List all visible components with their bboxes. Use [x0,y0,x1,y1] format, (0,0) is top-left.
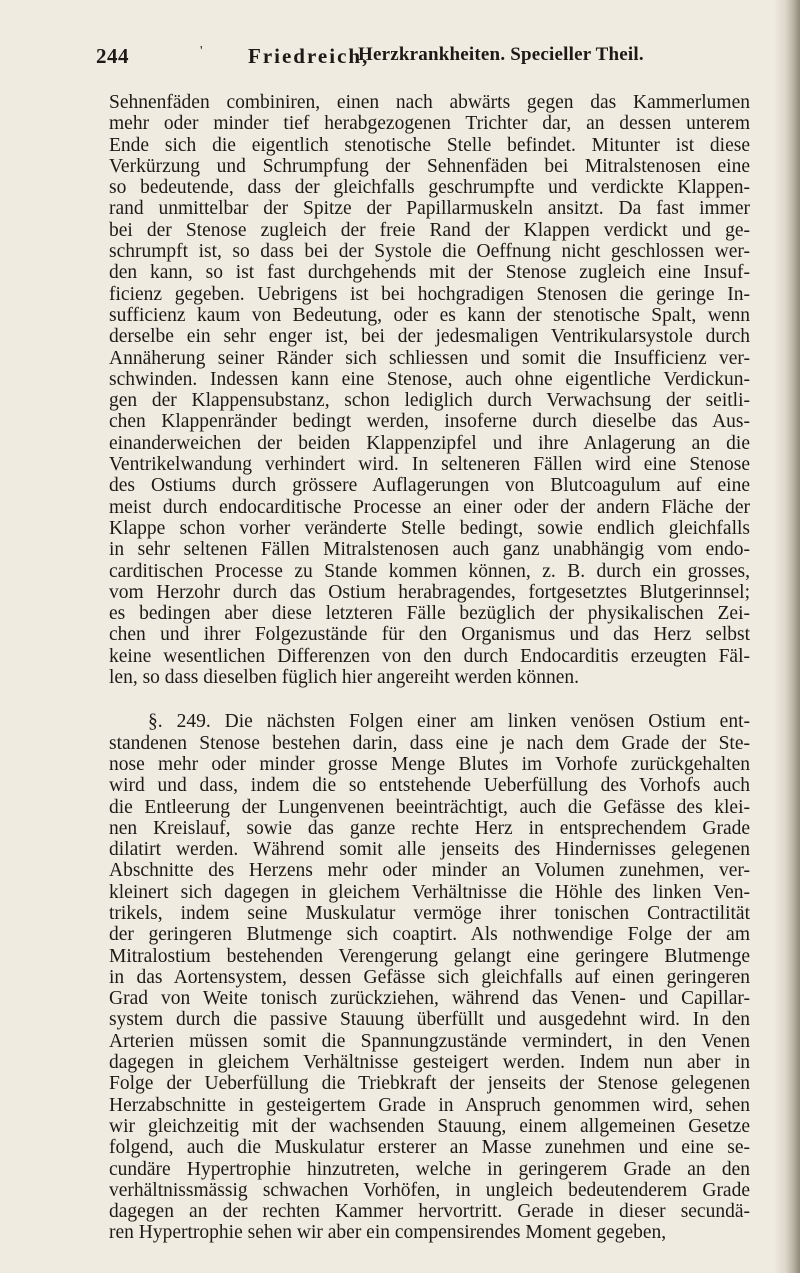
text-line: vom Herzohr durch das Ostium herabragendes, fortgesetztes Blutgerinnsel; [109,581,750,603]
text-line: den kann, so ist fast durchgehends mit der Stenose zugleich eine Insuf- [109,262,750,284]
text-line: dagegen an der rechten Kammer hervortritt. Gerade in dieser secundä- [109,1201,750,1223]
text-line: Arterien müssen somit die Spannungzustände vermindert, in den Venen [109,1030,750,1052]
text-line: Verkürzung und Schrumpfung der Sehnenfäden bei Mitralstenosen eine [109,155,750,177]
text-line: die Entleerung der Lungenvenen beeinträchtigt, auch die Gefässe des klei- [109,796,750,818]
text-line: nen Kreislauf, sowie das ganze rechte Herz in entsprechendem Grade [109,817,750,839]
text-line: wir gleichzeitig mit der wachsenden Stauung, einem allgemeinen Gesetze [109,1115,750,1137]
text-line: wird und dass, indem die so entstehende Ueberfüllung des Vorhofs auch [109,775,750,797]
text-line: Herzabschnitte in gesteigertem Grade in Anspruch genommen wird, sehen [109,1094,750,1116]
paragraph-2-section-249 [109,711,750,1243]
text-line: folgend, auch die Muskulatur ersterer an Masse zunehmen und eine se- [109,1137,750,1159]
text-line: trikels, indem seine Muskulatur vermöge ihrer tonischen Contractilität [109,902,750,924]
text-line: dagegen in gleichem Verhältnisse gesteigert werden. Indem nun aber in [109,1052,750,1074]
text-line: ren Hypertrophie sehen wir aber ein compensirendes Moment gegeben, [109,1222,667,1244]
header-mark: ' [200,44,203,59]
text-line: chen und ihrer Folgezustände für den Organismus und das Herz selbst [109,624,750,646]
text-line: derselbe ein sehr enger ist, bei der jedesmaligen Ventrikularsystole durch [109,326,750,348]
text-line: §. 249. Die nächsten Folgen einer am linken venösen Ostium ent- [148,711,750,733]
text-line: in sehr seltenen Fällen Mitralstenosen auch ganz unabhängig vom endo- [109,539,750,561]
text-line: des Ostiums durch grössere Auflagerungen von Blutcoagulum auf eine [109,475,750,497]
text-line: keine wesentlichen Differenzen von den durch Endocarditis erzeugten Fäl- [109,645,750,667]
text-line: Ventrikelwandung verhindert wird. In selteneren Fällen wird eine Stenose [109,454,750,476]
text-line: chen Klappenränder bedingt werden, insoferne durch dieselbe das Aus- [109,411,750,433]
text-line: standenen Stenose bestehen darin, dass eine je nach dem Grade der Ste- [109,732,750,754]
text-line: meist durch endocarditische Processe an einer oder der andern Fläche der [109,496,750,518]
page-number: 244 [96,44,129,68]
text-line: dilatirt werden. Während somit alle jenseits des Hindernisses gelegenen [109,839,750,861]
text-line: so bedeutende, dass der gleichfalls geschrumpfte und verdickte Klappen- [109,177,750,199]
text-line: mehr oder minder tief herabgezogenen Trichter dar, an dessen unterem [109,113,750,135]
text-line: Abschnitte des Herzens mehr oder minder an Volumen zunehmen, ver- [109,860,750,882]
text-line: Klappe schon vorher veränderte Stelle bedingt, sowie endlich gleichfalls [109,517,750,539]
page-edge-shadow [774,0,800,1273]
text-line: einanderweichen der beiden Klappenzipfel und ihre Anlagerung an die [109,432,750,454]
paragraph-1 [109,92,750,688]
text-line: schrumpft ist, so dass bei der Systole die Oeffnung nicht geschlossen wer- [109,241,750,263]
text-line: Ende sich die eigentlich stenotische Stelle befindet. Mitunter ist diese [109,134,750,156]
text-line: kleinert sich dagegen in gleichem Verhältnisse die Höhle des linken Ven- [109,881,750,903]
text-line: rand unmittelbar der Spitze der Papillarmuskeln ansitzt. Da fast immer [109,198,750,220]
text-line: sufficienz kaum von Bedeutung, oder es kann der stenotische Spalt, wenn [109,304,750,326]
text-line: carditischen Processe zu Stande kommen können, z. B. durch ein grosses, [109,560,750,582]
text-line: verhältnissmässig schwachen Vorhöfen, in ungleich bedeutenderem Grade [109,1179,750,1201]
text-line: gen der Klappensubstanz, schon lediglich durch Verwachsung der seitli- [109,390,750,412]
text-line: ficienz gegeben. Uebrigens ist bei hochgradigen Stenosen die geringe In- [109,283,750,305]
text-line: in das Aortensystem, dessen Gefässe sich gleichfalls auf einen geringeren [109,966,750,988]
text-line: system durch die passive Stauung überfüllt und ausgedehnt wird. In den [109,1009,750,1031]
text-line: len, so dass dieselben füglich hier angereiht werden können. [109,667,580,689]
text-line: Sehnenfäden combiniren, einen nach abwärts gegen das Kammerlumen [109,92,750,113]
text-line: der geringeren Blutmenge sich coaptirt. Als nothwendige Folge der am [109,924,750,946]
header-author: Friedreich, [248,44,370,68]
header-title: Herzkrankheiten. Specieller Theil. [358,44,644,65]
text-line: Grad von Weite tonisch zurückziehen, während das Venen- und Capillar- [109,988,750,1010]
text-line: nose mehr oder minder grosse Menge Blutes im Vorhofe zurückgehalten [109,753,750,775]
text-line: schwinden. Indessen kann eine Stenose, auch ohne eigentliche Verdickun- [109,368,750,390]
running-head [96,44,736,74]
text-line: es bedingen aber diese letzteren Fälle bezüglich der physikalischen Zei- [109,603,750,625]
text-line: cundäre Hypertrophie hinzutreten, welche in geringerem Grade an den [109,1158,750,1180]
body-text [109,92,750,1244]
text-line: Annäherung seiner Ränder sich schliessen und somit die Insufficienz ver- [109,347,750,369]
text-line: bei der Stenose zugleich der freie Rand der Klappen verdickt und ge- [109,219,750,241]
text-line: Folge der Ueberfüllung die Triebkraft der jenseits der Stenose gelegenen [109,1073,750,1095]
text-line: Mitralostium bestehenden Verengerung gelangt eine geringere Blutmenge [109,945,750,967]
paragraph-gap [109,688,750,711]
